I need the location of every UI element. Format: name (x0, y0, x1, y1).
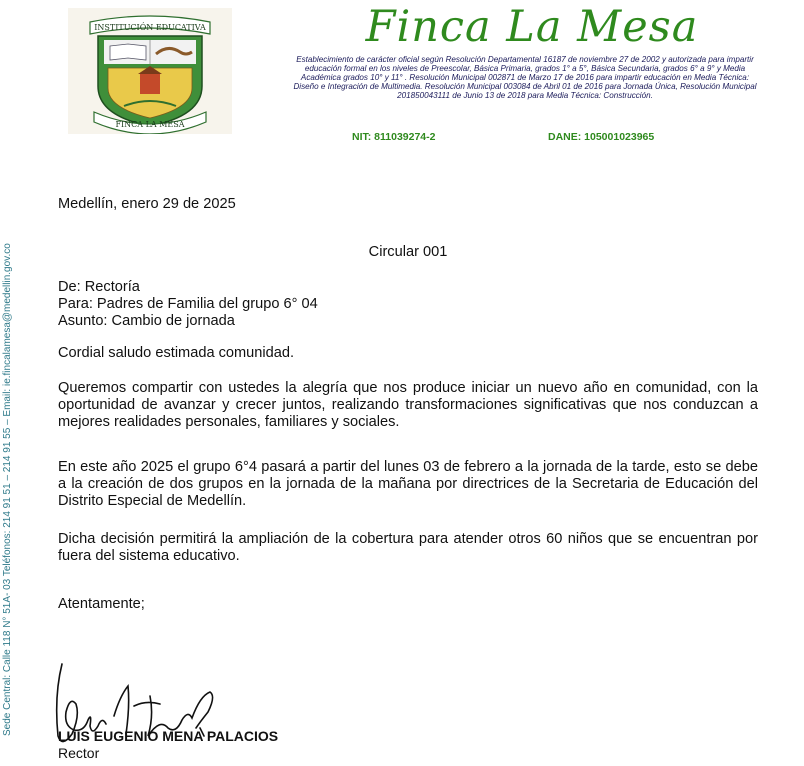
signer-role: Rector (58, 745, 100, 761)
letter-header-block (58, 279, 758, 330)
school-title: Finca La Mesa (365, 2, 699, 52)
to-line: Para: Padres de Familia del grupo 6° 04 (58, 296, 318, 312)
from-line: De: Rectoría (58, 279, 140, 295)
paragraph-1: Queremos compartir con ustedes la alegría que nos produce iniciar un nuevo año en comunidad, con la oportunidad de avanzar y crecer juntos, realizando transformaciones significativas que nos conduzcan a mejores realidades personales, familiares y sociales. (58, 380, 758, 430)
circular-number: Circular 001 (368, 244, 448, 260)
crest-top-text: INSTITUCIÓN EDUCATIVA (94, 23, 206, 32)
school-crest-logo (68, 8, 232, 134)
sidebar-contact-info: Sede Central: Calle 118 N° 51A- 03 Teléfonos: 214 91 51 – 214 91 55 – Email: ie.fincalamesa@medellin.gov.co (2, 243, 13, 736)
paragraph-2: En este año 2025 el grupo 6°4 pasará a partir del lunes 03 de febrero a la jornada de la tarde, esto se debe a la creación de dos grupos en la jornada de la mañana por directrices de la Secretaria de Educación del Distrito Especial de Medellín. (58, 459, 758, 509)
closing: Atentamente; (58, 596, 145, 612)
dane-number: DANE: 105001023965 (548, 131, 655, 143)
nit-number: NIT: 811039274-2 (352, 131, 436, 143)
signer-name: LUIS EUGENIO MENA PALACIOS (58, 728, 279, 744)
paragraph-3: Dicha decisión permitirá la ampliación de la cobertura para atender otros 60 niños que se encuentran por fuera del sistema educativo. (58, 531, 758, 564)
legal-resolution-text: Establecimiento de carácter oficial según Resolución Departamental 16187 de noviembre 27 de 2002 y autorizada para impartir educación formal en los niveles de Preescolar, Básica Primaria, grados 1° a 5°, Básica Secundaria, grados 6° a 9° y Media Académica grados 10° y 11° . Resolución Municipal 002871 de Marzo 17 de 2016 para impartir educación en Media Técnica: Diseño e Integración de Multimedia. Resolución Municipal 003084 de Abril 01 de 2016 para Jornada Única, Resolución Municipal 201850043111 de Junio 13 de 2018 para Media Técnica: Construcción. (293, 55, 757, 101)
greeting: Cordial saludo estimada comunidad. (58, 345, 295, 361)
crest-bottom-text: FINCA LA MESA (115, 120, 185, 129)
subject-line: Asunto: Cambio de jornada (58, 313, 235, 329)
letter-date: Medellín, enero 29 de 2025 (58, 196, 236, 212)
